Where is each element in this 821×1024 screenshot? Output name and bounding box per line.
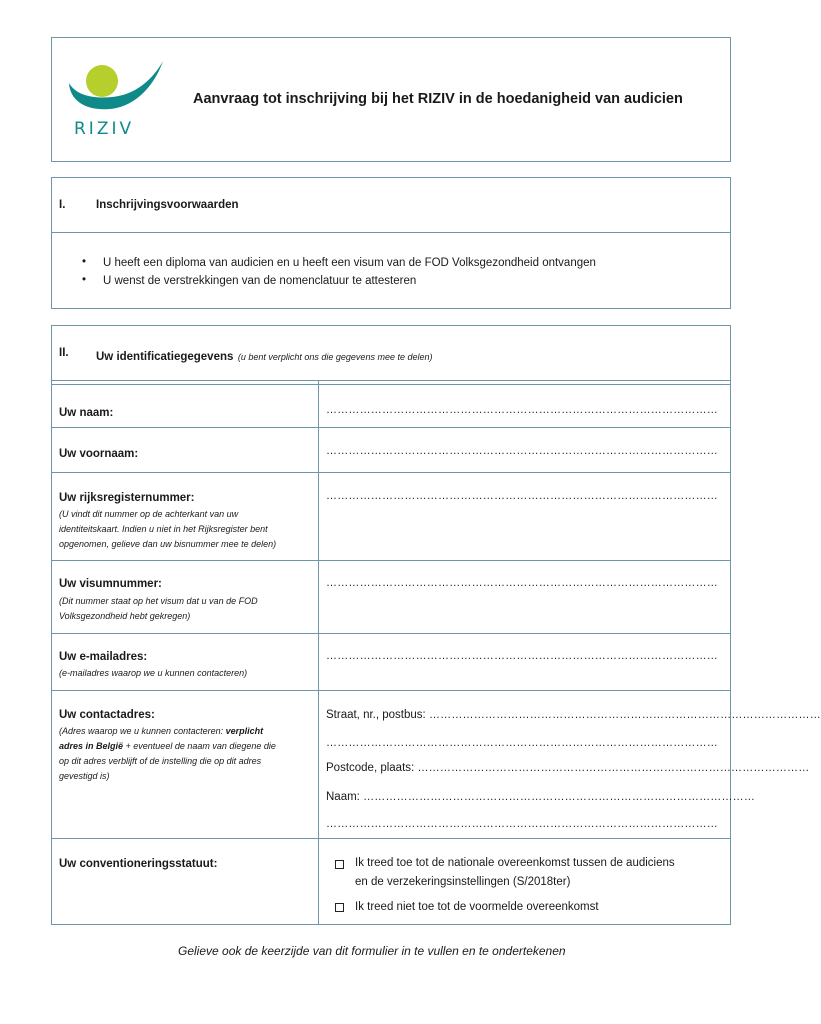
contact-help-2 — [59, 739, 276, 754]
visum-label: Uw visumnummer: — [59, 578, 162, 590]
rijksregister-help-2: identiteitskaart. Indien u niet in het Rijksregister bent — [59, 524, 268, 534]
contact-naam-label: Naam: — [326, 791, 360, 803]
contact-help-4: gevestigd is) — [59, 771, 110, 781]
voornaam-label: Uw voornaam: — [59, 448, 139, 460]
postcode-input[interactable]: …………………………………………………………………………………………… — [417, 762, 810, 774]
voornaam-input[interactable]: …………………………………………………………………………………………… — [326, 445, 718, 457]
contact-help-1-text: (Adres waarop we u kunnen contacteren: — [59, 726, 226, 736]
straat-row — [326, 709, 821, 721]
contact-help-2-text: + eventueel de naam van diegene die — [123, 741, 276, 751]
contact-help-3: op dit adres verblijft of de instelling die op dit adres — [59, 756, 262, 766]
option2-checkbox[interactable] — [335, 903, 344, 912]
naam-label: Uw naam: — [59, 407, 114, 419]
conventionering-label: Uw conventioneringsstatuut: — [59, 858, 218, 870]
contact-naam-input-2[interactable]: …………………………………………………………………………………………… — [326, 818, 718, 830]
section2-title: Uw identificatiegegevens — [96, 351, 234, 363]
option2-text: Ik treed niet toe tot de voormelde overeenkomst — [355, 901, 599, 913]
straat-label: Straat, nr., postbus: — [326, 709, 426, 721]
bullet-icon: • — [82, 274, 87, 286]
row-divider — [51, 633, 731, 634]
footer-note: Gelieve ook de keerzijde van dit formulier in te vullen en te ondertekenen — [178, 944, 566, 958]
contact-help-1-bold: verplicht — [225, 726, 264, 736]
section1-box — [51, 177, 731, 309]
contact-naam-row — [326, 791, 756, 803]
rijksregister-help-1: (U vindt dit nummer op de achterkant van uw — [59, 509, 239, 519]
logo-text: RIZIV — [74, 119, 135, 139]
bullet-icon: • — [82, 256, 87, 268]
contact-naam-input[interactable]: …………………………………………………………………………………………… — [363, 791, 756, 803]
naam-input[interactable]: …………………………………………………………………………………………… — [326, 404, 718, 416]
rijksregister-label: Uw rijksregisternummer: — [59, 492, 195, 504]
row-divider — [51, 838, 731, 839]
section1-divider — [51, 232, 731, 233]
table-top-line — [51, 380, 731, 381]
section1-number: I. — [59, 199, 66, 211]
section1-bullet-2: U wenst de verstrekkingen van de nomenclatuur te attesteren — [103, 275, 417, 287]
section2-heading — [96, 347, 432, 365]
table-column-divider — [318, 380, 319, 925]
page-title: Aanvraag tot inschrijving bij het RIZIV in de hoedanigheid van audicien — [193, 91, 683, 107]
email-help: (e-mailadres waarop we u kunnen contacteren) — [59, 668, 248, 678]
visum-input[interactable]: …………………………………………………………………………………………… — [326, 577, 718, 589]
row-divider — [51, 427, 731, 428]
option1-text-2: en de verzekeringsinstellingen (S/2018ter) — [355, 876, 571, 888]
table-top-line-2 — [51, 384, 731, 385]
email-label: Uw e-mailadres: — [59, 651, 148, 663]
straat-input[interactable]: …………………………………………………………………………………………… — [428, 709, 821, 721]
row-divider — [51, 560, 731, 561]
contact-help-2-bold: adres in België — [59, 741, 124, 751]
option1-checkbox[interactable] — [335, 860, 344, 869]
straat-input-2[interactable]: …………………………………………………………………………………………… — [326, 737, 718, 749]
section2-number: II. — [59, 347, 69, 359]
postcode-row — [326, 762, 810, 774]
visum-help-2: Volksgezondheid hebt gekregen) — [59, 611, 191, 621]
option1-text-1: Ik treed toe tot de nationale overeenkomst tussen de audiciens — [355, 857, 675, 869]
row-divider — [51, 472, 731, 473]
riziv-logo-icon — [66, 57, 168, 142]
postcode-label: Postcode, plaats: — [326, 762, 415, 774]
row-divider — [51, 690, 731, 691]
contact-label: Uw contactadres: — [59, 709, 155, 721]
contact-help-1 — [59, 724, 263, 739]
section1-bullet-1: U heeft een diploma van audicien en u heeft een visum van de FOD Volksgezondheid ontvangen — [103, 257, 596, 269]
visum-help-1: (Dit nummer staat op het visum dat u van de FOD — [59, 596, 258, 606]
section1-title: Inschrijvingsvoorwaarden — [96, 199, 239, 211]
email-input[interactable]: …………………………………………………………………………………………… — [326, 650, 718, 662]
rijksregister-help-3: opgenomen, gelieve dan uw bisnummer mee te delen) — [59, 539, 277, 549]
section2-note: (u bent verplicht ons die gegevens mee te delen) — [237, 352, 433, 362]
rijksregister-input[interactable]: …………………………………………………………………………………………… — [326, 490, 718, 502]
